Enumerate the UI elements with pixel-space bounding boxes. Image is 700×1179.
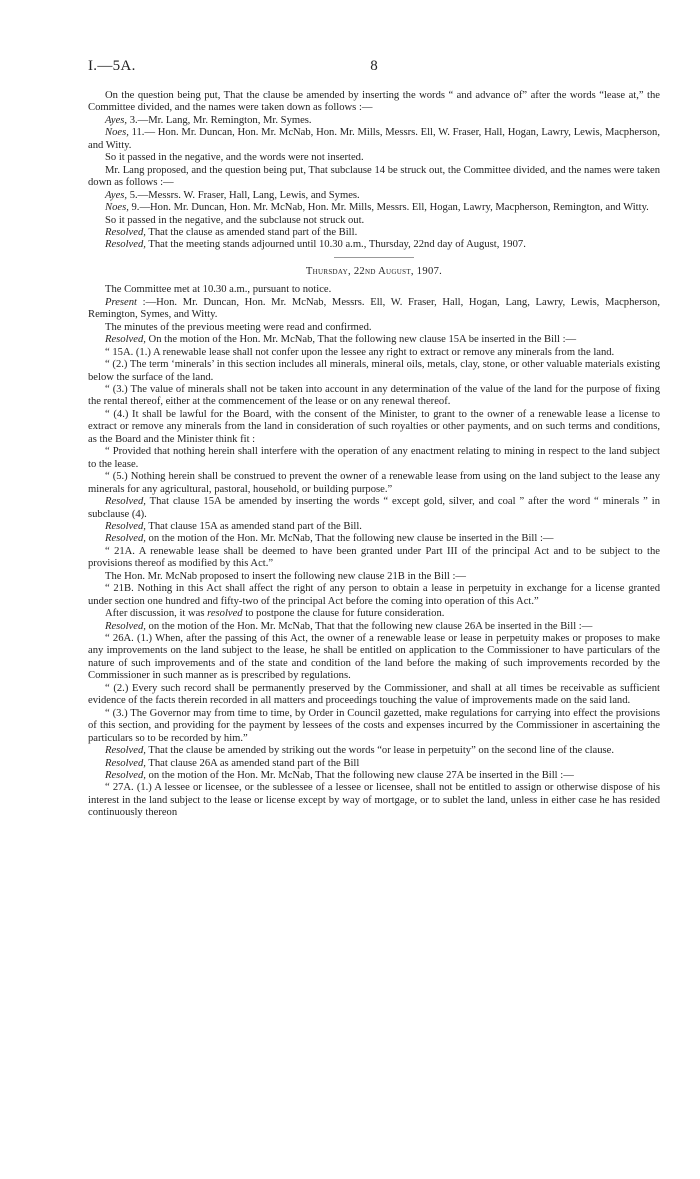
italic-lead: Resolved, — [105, 745, 146, 757]
paragraph-text: That clause 26A as amended stand part of the Bill — [145, 757, 360, 769]
paragraph-text: That the clause be amended by striking out the words “or lease in perpetuity” on the second line of the clause. — [145, 745, 615, 757]
paragraph — [88, 521, 660, 533]
paragraph-text: on the motion of the Hon. Mr. McNab, That that the following new clause 26A be inserted in the Bill :— — [145, 620, 593, 632]
italic-lead: Resolved, — [105, 239, 146, 251]
paragraph-text: After discussion, it was — [105, 608, 208, 620]
paragraph: “ (2.) Every such record shall be permanently preserved by the Commissioner, and shall at all times be receivable as sufficient evidence of the facts therein recorded in all matters and proceedings touching the value of improvements made on the said land. — [88, 682, 660, 707]
paragraph — [88, 334, 660, 346]
paragraph: On the question being put, That the clause be amended by inserting the words “ and advance of” after the words “lease at,” the Committee divided, and the names were taken down as follows :— — [88, 90, 660, 114]
paragraph: “ (3.) The value of minerals shall not be taken into account in any determination of the value of the land for the purpose of fixing the rental thereof, either at the commencement of the lease or on any renewal thereof. — [88, 383, 660, 408]
minutes-section-august-21 — [88, 90, 660, 252]
section-divider — [334, 257, 414, 258]
paragraph-text: on the motion of the Hon. Mr. McNab, That the following new clause 27A be inserted in the Bill :— — [145, 770, 574, 782]
paragraph-text: That clause 15A as amended stand part of the Bill. — [145, 520, 362, 532]
minutes-section-august-22 — [88, 284, 660, 819]
italic-lead: Ayes, — [105, 189, 128, 201]
paragraph-text: That clause 15A be amended by inserting the words “ except gold, silver, and coal ” after the word “ minerals ” in subclause (4). — [88, 496, 660, 520]
paragraph — [88, 190, 660, 202]
paragraph: The minutes of the previous meeting were read and confirmed. — [105, 321, 372, 333]
paragraph: “ (5.) Nothing herein shall be construed to prevent the owner of a renewable lease from using on the land subject to the lease any minerals for any agricultural, pastoral, household, or building purpose.” — [88, 471, 660, 495]
italic-lead: Resolved, — [105, 757, 146, 769]
paragraph — [88, 745, 660, 757]
paragraph: “ 21B. Nothing in this Act shall affect the right of any person to obtain a lease in perpetuity in exchange for a license granted under section one hundred and fifty-two of the principal Act before the coming into operation of this Act.” — [88, 583, 660, 607]
paragraph — [88, 239, 660, 251]
paragraph — [88, 496, 660, 521]
paragraph: “ 15A. (1.) A renewable lease shall not confer upon the lessee any right to extract or remove any minerals from the land. — [105, 346, 615, 358]
paragraph-text: to postpone the clause for future consideration. — [242, 608, 445, 620]
paragraph — [88, 227, 660, 239]
paragraph — [88, 621, 660, 633]
paragraph-text: That the meeting stands adjourned until 10.30 a.m., Thursday, 22nd day of August, 1907. — [145, 239, 526, 251]
paragraph-text: 5.—Messrs. W. Fraser, Hall, Lang, Lewis, and Symes. — [127, 189, 360, 201]
italic-lead: Noes, — [105, 202, 129, 214]
paragraph-text: 11.— Hon. Mr. Duncan, Hon. Mr. McNab, Hon. Mr. Mills, Messrs. Ell, W. Fraser, Hall, Hogan, Lawry, Lewis, Macpherson, and Witty. — [88, 127, 660, 151]
paragraph: The Committee met at 10.30 a.m., pursuant to notice. — [105, 284, 332, 296]
italic-lead: resolved — [207, 608, 243, 620]
paragraph: So it passed in the negative, and the words were not inserted. — [105, 152, 364, 164]
paragraph: Mr. Lang proposed, and the question being put, That subclause 14 be struck out, the Committee divided, and the names were taken down as follows :— — [88, 164, 660, 189]
italic-lead: Noes, — [105, 127, 129, 139]
paragraph: “ 27A. (1.) A lessee or licensee, or the sublessee of a lessee or licensee, shall not be entitled to assign or otherwise dispose of his interest in the land subject to the lease or license except by way of mortgage, or to sublet the land, unless in either case he has resided continuously thereon — [88, 782, 660, 819]
paragraph — [88, 608, 660, 620]
paragraph — [88, 770, 660, 782]
paragraph: “ 21A. A renewable lease shall be deemed to have been granted under Part III of the principal Act and to be subject to the provisions thereof as modified by this Act.” — [88, 545, 660, 570]
document-reference: I.—5A. — [88, 58, 136, 74]
paragraph: “ (3.) The Governor may from time to time, by Order in Council gazetted, make regulations for carrying into effect the provisions of this section, and providing for the payment by lessees of the costs and expenses incurred by the Commissioner in ascertaining the particulars so to be recorded by him.” — [88, 707, 660, 744]
paragraph — [88, 758, 660, 770]
italic-lead: Resolved, — [105, 520, 146, 532]
paragraph: The Hon. Mr. McNab proposed to insert the following new clause 21B in the Bill :— — [105, 570, 467, 582]
paragraph-text: :—Hon. Mr. Duncan, Hon. Mr. McNab, Messrs. Ell, W. Fraser, Hall, Hogan, Lang, Lawry, Lewis, Macpherson, Remington, Symes, and Witty. — [88, 296, 660, 321]
paragraph: “ Provided that nothing herein shall interfere with the operation of any enactment relating to mining in respect to the land subject to the lease. — [88, 446, 660, 470]
paragraph: “ (2.) The term ‘minerals’ in this section includes all minerals, mineral oils, metals, clay, stone, or other valuable materials existing below the surface of the land. — [88, 359, 660, 383]
italic-lead: Resolved, — [105, 533, 146, 545]
paragraph-text: on the motion of the Hon. Mr. McNab, That the following new clause be inserted in the Bill :— — [145, 533, 554, 545]
italic-lead: Resolved, — [105, 496, 146, 508]
paragraph-text: 3.—Mr. Lang, Mr. Remington, Mr. Symes. — [127, 114, 312, 126]
paragraph — [88, 115, 660, 127]
date-heading: Thursday, 22nd August, 1907. — [305, 265, 443, 277]
paragraph-text: 9.—Hon. Mr. Duncan, Hon. Mr. McNab, Hon. Mr. Mills, Messrs. Ell, Hogan, Lawry, Macpherson, Remington, and Witty. — [128, 202, 649, 214]
paragraph-text: On the motion of the Hon. Mr. McNab, That the following new clause 15A be inserted in the Bill :— — [145, 334, 577, 346]
paragraph — [88, 533, 660, 545]
paragraph: “ 26A. (1.) When, after the passing of this Act, the owner of a renewable lease or lease in perpetuity makes or proposes to make any improvements on the land subject to the lease, he shall be entitled on application to the Commissioner to have particulars of the nature of such improvements and of the state and condition of the land before the making of such improvements recorded by the Commissioner in such manner as is prescribed by regulations. — [88, 633, 660, 682]
italic-lead: Ayes, — [105, 114, 128, 126]
paragraph-text: That the clause as amended stand part of the Bill. — [145, 226, 358, 238]
page-number: 8 — [370, 58, 378, 74]
italic-lead: Resolved, — [105, 226, 146, 238]
paragraph — [88, 297, 660, 322]
paragraph — [88, 127, 660, 152]
paragraph: So it passed in the negative, and the subclause not struck out. — [105, 214, 365, 226]
italic-lead: Resolved, — [105, 334, 146, 346]
italic-lead: Resolved, — [105, 620, 146, 632]
page-header — [88, 60, 660, 84]
italic-lead: Resolved, — [105, 770, 146, 782]
paragraph — [88, 202, 660, 214]
italic-lead: Present — [105, 296, 137, 308]
paragraph: “ (4.) It shall be lawful for the Board, with the consent of the Minister, to grant to the owner of a renewable lease a license to extract or remove any minerals from the land in consideration of such royalties or other payments, and on such terms and conditions, as the Board and the Minister think fit : — [88, 408, 660, 445]
